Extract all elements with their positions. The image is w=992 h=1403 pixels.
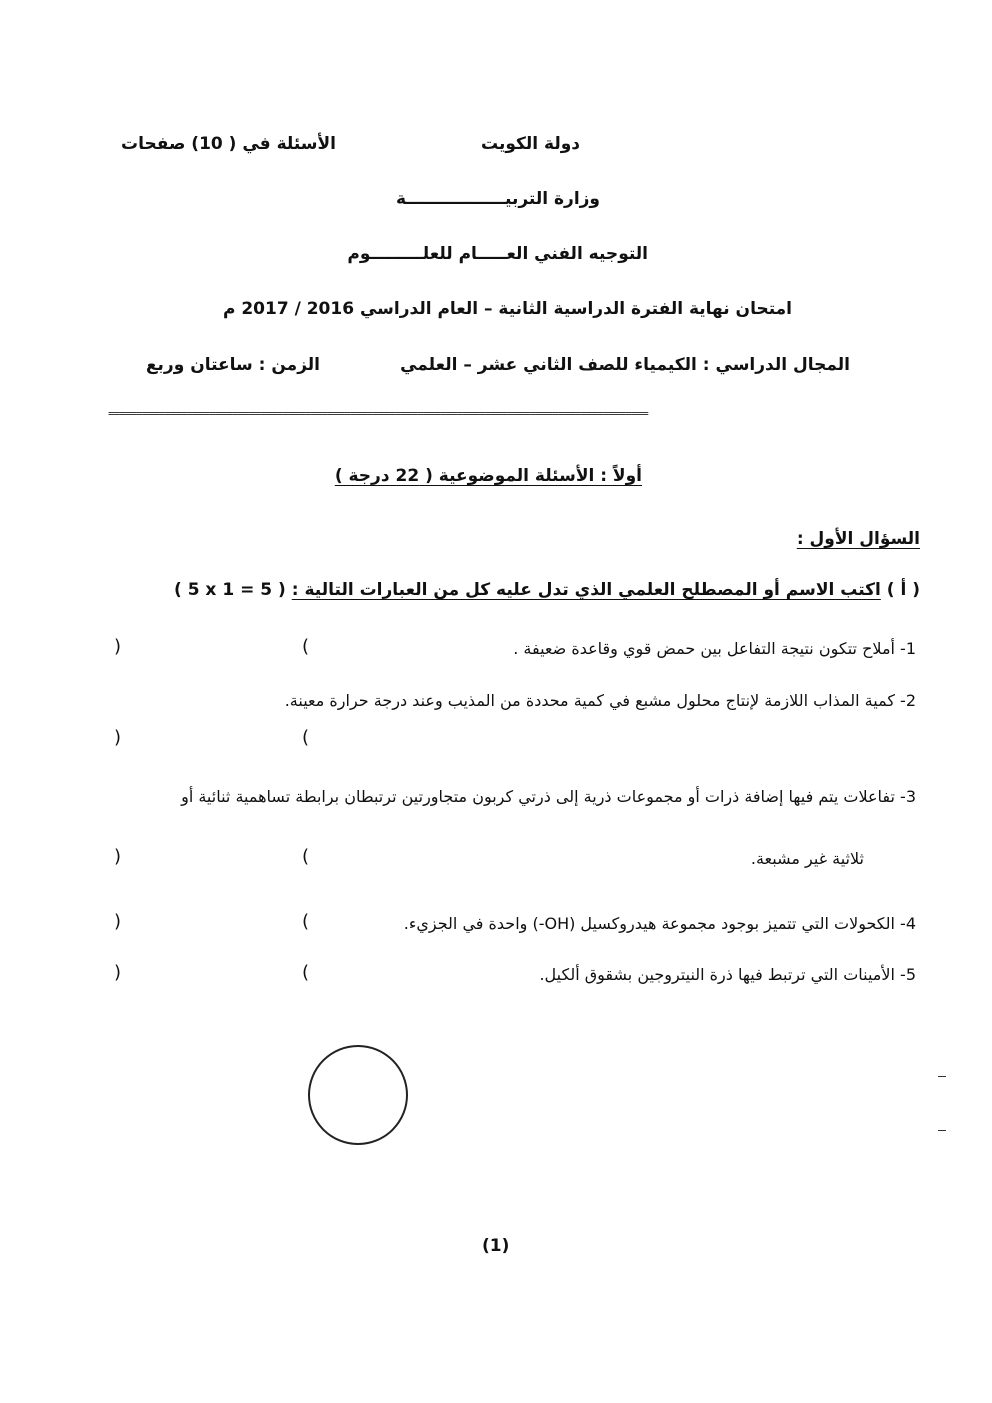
answer-open-paren-5: ( <box>302 962 310 983</box>
part-a-score: ( 5 x 1 = 5 ) <box>174 580 286 600</box>
exam-title: امتحان نهاية الفترة الدراسية الثانية – العام الدراسي 2016 / 2017 م <box>222 299 792 319</box>
page-number: (1) <box>482 1236 510 1256</box>
answer-close-paren-1: ) <box>114 636 122 657</box>
question-item-2: 2- كمية المذاب اللازمة لإنتاج محلول مشبع في كمية محددة من المذيب وعند درجة حرارة معينة. <box>284 691 916 710</box>
answer-open-paren-1: ( <box>302 636 310 657</box>
answer-close-paren-4: ) <box>114 911 122 932</box>
question-item-5: 5- الأمينات التي ترتبط فيها ذرة النيتروجين بشقوق ألكيل. <box>539 965 916 984</box>
subject-line: المجال الدراسي : الكيمياء للصف الثاني عشر – العلمي <box>400 355 850 375</box>
time-line: الزمن : ساعتان وربع <box>145 355 320 375</box>
country-heading: دولة الكويت <box>480 134 580 154</box>
header-divider: ================================================================================================ <box>108 408 648 420</box>
stamp-circle <box>308 1045 408 1145</box>
question-item-3: 3- تفاعلات يتم فيها إضافة ذرات أو مجموعات ذرية إلى ذرتي كربون متجاورتين ترتبطان برابطة تساهمية ثنائية أو <box>181 787 916 806</box>
part-a-label: ( أ ) <box>880 580 920 600</box>
section-title: أولاً : الأسئلة الموضوعية ( 22 درجة ) <box>334 466 642 486</box>
answer-open-paren-4: ( <box>302 911 310 932</box>
question-item-4: 4- الكحولات التي تتميز بوجود مجموعة هيدروكسيل (OH-) واحدة في الجزيء. <box>403 914 916 933</box>
question-item-3-continuation: ثلاثية غير مشبعة. <box>750 849 864 868</box>
answer-open-paren-3: ( <box>302 846 310 867</box>
directorate-heading: التوجيه الفني العـــــام للعلـــــــــوم <box>347 244 648 264</box>
answer-open-paren-2: ( <box>302 727 310 748</box>
margin-tick-mark <box>938 1076 946 1077</box>
answer-close-paren-3: ) <box>114 846 122 867</box>
part-a-instruction: اكتب الاسم أو المصطلح العلمي الذي تدل عليه كل من العبارات التالية : <box>291 580 881 600</box>
question-item-1: 1- أملاح تتكون نتيجة التفاعل بين حمض قوي وقاعدة ضعيفة . <box>513 639 916 658</box>
pages-note: الأسئلة في ( 10) صفحات <box>121 134 336 154</box>
ministry-heading: وزارة التربيـــــــــــــــــة <box>395 189 600 209</box>
margin-tick-mark <box>938 1130 946 1131</box>
part-a-line <box>292 580 920 600</box>
answer-close-paren-5: ) <box>114 962 122 983</box>
answer-close-paren-2: ) <box>114 727 122 748</box>
question-title: السؤال الأول : <box>796 529 920 549</box>
